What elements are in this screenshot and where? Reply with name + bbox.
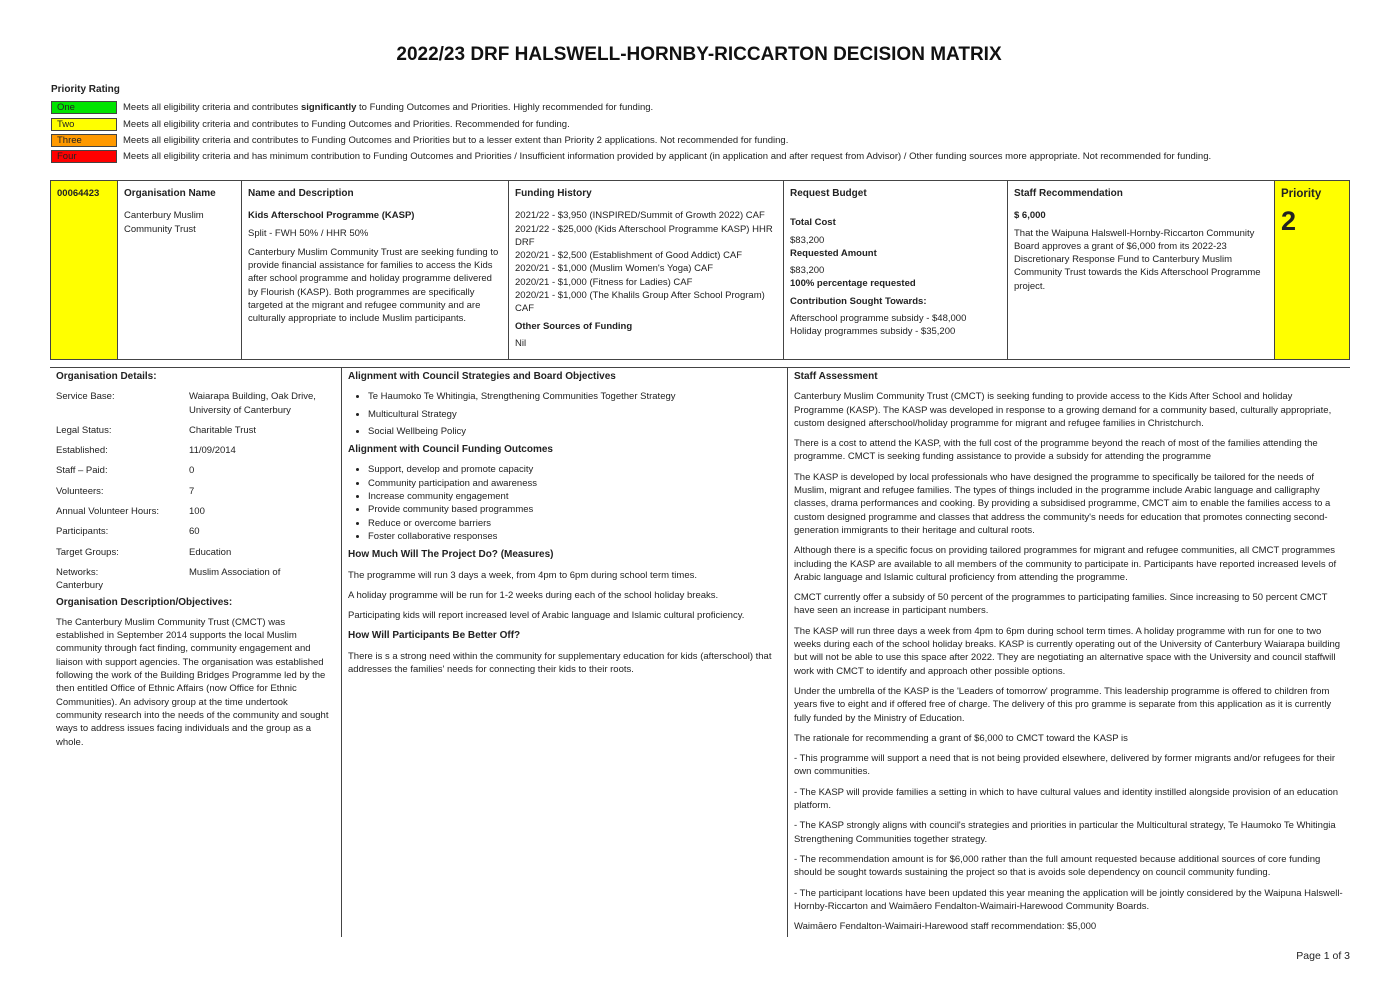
priority-rating-row-four	[51, 149, 1211, 164]
funding-history-header: Funding History	[515, 188, 592, 199]
measure-item: Participating kids will report increased level of Arabic language and Islamic cultural proficiency.	[348, 610, 745, 622]
list-item: • Multicultural Strategy	[368, 408, 781, 421]
contribution-item: Holiday programmes subsidy - $35,200	[790, 326, 956, 338]
page-number: Page 1 of 3	[1296, 950, 1350, 962]
detail-row	[56, 505, 335, 518]
detail-label: Established:	[56, 445, 108, 457]
assessment-paragraph: - The recommendation amount is for $6,000 rather than the full amount requested because additional sources of core funding should be sought towards sustaining the project so that is avoids sole dependency on council community funding.	[794, 853, 1321, 879]
better-off-heading: How Will Participants Be Better Off?	[348, 630, 521, 642]
detail-value: 0	[189, 465, 195, 477]
funding-history-cell	[509, 181, 784, 359]
detail-value: Education	[189, 546, 232, 558]
detail-label: Annual Volunteer Hours:	[56, 506, 159, 518]
detail-row	[56, 485, 335, 498]
list-item: • Increase community engagement	[368, 490, 781, 503]
contribution-label: Contribution Sought Towards:	[790, 295, 927, 307]
list-item: • Reduce or overcome barriers	[368, 517, 781, 530]
priority-rating-row-three	[51, 133, 788, 148]
funding-history-item: 2020/21 - $1,000 (The Khalils Group After School Program) CAF	[515, 290, 765, 315]
detail-value: 7	[189, 485, 195, 497]
objectives-text: The Canterbury Muslim Community Trust (CMCT) was established in September 2014 supports the local Muslim community through fact finding, community engagement and liaison with support agencies. The organisation was established following the work of the Building Bridges Programme led by the then entitled Office of Ethnic Affairs (now Office for Ethnic Communities). An advisory group at the time undertook community research into the needs of the community and sought ways to address issues facing individuals and the group as a whole.	[56, 616, 329, 748]
staff-assessment-heading: Staff Assessment	[794, 371, 878, 382]
priority-swatch-one: One	[51, 101, 117, 114]
priority-description-three: Meets all eligibility criteria and contributes to Funding Outcomes and Priorities but to a lesser extent than Priority 2 applications. Not recommended for funding.	[123, 135, 789, 146]
measures-heading: How Much Will The Project Do? (Measures)	[348, 549, 554, 561]
request-budget-cell	[784, 181, 1008, 359]
other-funding-label: Other Sources of Funding	[515, 320, 633, 332]
total-cost-label: Total Cost	[790, 217, 836, 229]
strategies-heading: Alignment with Council Strategies and Board Objectives	[348, 371, 616, 382]
funding-history-item: 2020/21 - $2,500 (Establishment of Good Addict) CAF	[515, 250, 743, 262]
application-id: 00064423	[57, 188, 100, 199]
name-description-cell	[242, 181, 509, 359]
assessment-paragraph: CMCT currently offer a subsidy of 50 percent of the programmes to participating families. Since increasing to 50 percent CMCT have seen an increase in participant numbers.	[794, 592, 1328, 617]
funding-history-item: 2021/22 - $25,000 (Kids Afterschool Programme KASP) HHR DRF	[515, 223, 773, 248]
project-description: Canterbury Muslim Community Trust are seeking funding to provide financial assistance for families to access the Kids after school programme and holiday programme delivered by Flourish (KASP). Both programmes are specifically targeted at the migrant and refugee community and are culturally appropriate to include Muslim participants.	[248, 246, 499, 325]
contribution-item: Afterschool programme subsidy - $48,000	[790, 313, 967, 325]
priority-header: Priority	[1281, 188, 1322, 200]
assessment-paragraph: - The KASP will provide families a setting in which to have cultural values and identity instilled alongside provision of an education platform.	[794, 786, 1339, 812]
assessment-paragraph: Under the umbrella of the KASP is the 'Leaders of tomorrow' programme. This leadership programme is offered to children from years five to eight and if offered free of charge. The delivery of this pro gramme is separate from this application as it is currently fully funded by the Ministry of Education.	[794, 685, 1332, 724]
detail-row	[56, 546, 335, 559]
staff-recommendation-header: Staff Recommendation	[1014, 188, 1123, 199]
priority-description-four: Meets all eligibility criteria and has minimum contribution to Funding Outcomes and Priorities / Insufficient information provided by applicant (in application and after request from Advisor) / Other funding sources more appropriate. Not recommended for funding.	[123, 151, 1212, 162]
name-description-header: Name and Description	[248, 188, 354, 199]
organisation-name-header: Organisation Name	[124, 188, 216, 199]
better-off-text: There is s a strong need within the community for supplementary education for kids (afterschool) that addresses the families' needs for connecting their kids to their roots.	[348, 650, 772, 676]
detail-value: 11/09/2014	[189, 445, 236, 457]
assessment-paragraph: - This programme will support a need that is not being provided elsewhere, delivered by former migrants and/or refugees for their own communities.	[794, 753, 1336, 778]
priority-cell	[1275, 181, 1349, 359]
assessment-paragraph: Canterbury Muslim Community Trust (CMCT) is seeking funding to provide access to the Kids After School and holiday Programme (KASP). The KASP was developed in response to a growing demand for a community based, culturally appropriate, custom designed afterschool/holiday programme for migrant and refugee families in Christchurch.	[794, 391, 1332, 429]
assessment-paragraph: The rationale for recommending a grant of $6,000 to CMCT toward the KASP is	[794, 732, 1128, 744]
list-item: • Foster collaborative responses	[368, 530, 781, 543]
list-item: • Social Wellbeing Policy	[368, 425, 781, 438]
priority-swatch-three: Three	[51, 134, 117, 147]
requested-amount-value: $83,200	[790, 265, 825, 277]
recommendation-text: That the Waipuna Halswell-Hornby-Riccarton Community Board approves a grant of $6,000 from its 2022-23 Discretionary Response Fund to Canterbury Muslim Community Trust towards the Kids Afterschool Programme project.	[1014, 227, 1261, 292]
detail-row-networks	[56, 566, 335, 579]
list-item: • Provide community based programmes	[368, 503, 781, 516]
assessment-paragraph: - The participant locations have been updated this year meaning the application will be jointly considered by the Waipuna Halswell-Hornby-Riccarton and Waimāero Fendalton-Waimairi-Harewood Community Boards.	[794, 887, 1343, 912]
priority-description-one: Meets all eligibility criteria and contributes significantly to Funding Outcomes and Priorities. Highly recommended for funding.	[123, 102, 654, 113]
assessment-paragraph: - The KASP strongly aligns with council's strategies and priorities in particular the Multicultural strategy, Te Haumoko Te Whitingia Strengthening Communities together strategy.	[794, 820, 1336, 845]
total-cost-value: $83,200	[790, 234, 825, 246]
detail-value: Waiarapa Building, Oak Drive, University of Canterbury	[189, 391, 316, 416]
funding-split: Split - FWH 50% / HHR 50%	[248, 227, 369, 239]
organisation-details-column	[50, 368, 342, 937]
organisation-details-heading: Organisation Details:	[56, 371, 157, 382]
priority-rating-row-two	[51, 117, 570, 132]
detail-label: Networks:	[56, 566, 99, 578]
list-item: • Community participation and awareness	[368, 477, 781, 490]
other-funding-value: Nil	[515, 337, 527, 349]
objectives-heading: Organisation Description/Objectives:	[56, 596, 233, 608]
detail-row	[56, 525, 335, 538]
detail-value: 100	[189, 506, 205, 518]
funding-history-item: 2020/21 - $1,000 (Fitness for Ladies) CAF	[515, 276, 693, 288]
requested-amount-label: Requested Amount	[790, 247, 877, 259]
funding-history-item: 2021/22 - $3,950 (INSPIRED/Summit of Growth 2022) CAF	[515, 210, 765, 222]
organisation-name: Canterbury Muslim Community Trust	[124, 210, 204, 235]
project-name: Kids Afterschool Programme (KASP)	[248, 210, 415, 222]
priority-swatch-two: Two	[51, 118, 117, 131]
assessment-paragraph: Waimāero Fendalton-Waimairi-Harewood staff recommendation: $5,000	[794, 921, 1097, 933]
assessment-paragraph: Although there is a specific focus on providing tailored programmes for migrant and refugee communities, all CMCT programmes including the KASP are available to all members of the community to participate in. Participants have reported increased levels of Arabic language and Islamic cultural proficiency from attending the programme.	[794, 545, 1337, 583]
detail-label: Service Base:	[56, 391, 115, 403]
strategies-list	[348, 390, 781, 438]
assessment-paragraph: The KASP is developed by local professionals who have designed the programme to specifically be tailored for the needs of Muslim, migrant and refugee families. The types of things included in the programme include Arabic language and calligraphy classes, drama performances and cooking. By providing a subsidised programme, CMCT aim to enable the families access to a custom designed programme and classes that address the community's needs for education that promotes connecting second-generation immigrants to their heritage and cultural roots.	[794, 471, 1331, 536]
staff-assessment-column	[788, 368, 1350, 937]
funding-history-item: 2020/21 - $1,000 (Muslim Women's Yoga) CAF	[515, 263, 714, 275]
detail-label: Target Groups:	[56, 546, 119, 558]
staff-recommendation-cell	[1008, 181, 1275, 359]
detail-row	[56, 424, 335, 437]
priority-description-two: Meets all eligibility criteria and contributes to Funding Outcomes and Priorities. Recommended for funding.	[123, 119, 570, 130]
detail-section	[50, 367, 1350, 937]
application-summary-table	[50, 180, 1350, 360]
detail-label: Participants:	[56, 526, 109, 538]
detail-row	[56, 390, 335, 417]
detail-row	[56, 444, 335, 457]
percentage-requested: 100% percentage requested	[790, 278, 916, 290]
detail-label: Legal Status:	[56, 424, 112, 436]
recommended-amount: $ 6,000	[1014, 210, 1046, 222]
detail-value: Charitable Trust	[189, 424, 257, 436]
priority-value: 2	[1281, 206, 1297, 237]
outcomes-list	[348, 463, 781, 543]
priority-rating-row-one	[51, 100, 653, 115]
detail-value: 60	[189, 526, 200, 538]
priority-swatch-four: Four	[51, 150, 117, 163]
detail-value: Muslim Association of	[189, 566, 281, 578]
priority-rating-heading: Priority Rating	[51, 84, 120, 95]
detail-label: Staff – Paid:	[56, 465, 108, 477]
application-id-cell	[51, 181, 118, 359]
networks-continued: Canterbury	[56, 580, 103, 592]
detail-label: Volunteers:	[56, 485, 104, 497]
list-item: • Te Haumoko Te Whitingia, Strengthening Communities Together Strategy	[368, 390, 781, 403]
page-title: 2022/23 DRF HALSWELL-HORNBY-RICCARTON DECISION MATRIX	[396, 44, 1002, 65]
assessment-paragraph: The KASP will run three days a week from 4pm to 6pm during school term times. A holiday programme with run for one to two weeks during each of the school holiday breaks. KASP is currently operating out of the University of Canterbury Waiarapa building but will not be able to use this space after 2022. They are negotiating an alternative space with the University and council staffwill work with CMCT to identify and approach other possible options.	[794, 625, 1341, 677]
alignment-column	[342, 368, 788, 937]
request-budget-header: Request Budget	[790, 188, 867, 199]
measure-item: The programme will run 3 days a week, from 4pm to 6pm during school term times.	[348, 569, 697, 581]
assessment-paragraph: There is a cost to attend the KASP, with the full cost of the programme beyond the reach of most of the families attending the programme. CMCT is seeking funding assistance to provide a subsidy for attending the programme	[794, 438, 1318, 463]
outcomes-heading: Alignment with Council Funding Outcomes	[348, 444, 553, 456]
organisation-name-cell	[118, 181, 242, 359]
detail-row	[56, 464, 335, 477]
measure-item: A holiday programme will be run for 1-2 weeks during each of the school holiday breaks.	[348, 589, 719, 601]
list-item: • Support, develop and promote capacity	[368, 463, 781, 476]
